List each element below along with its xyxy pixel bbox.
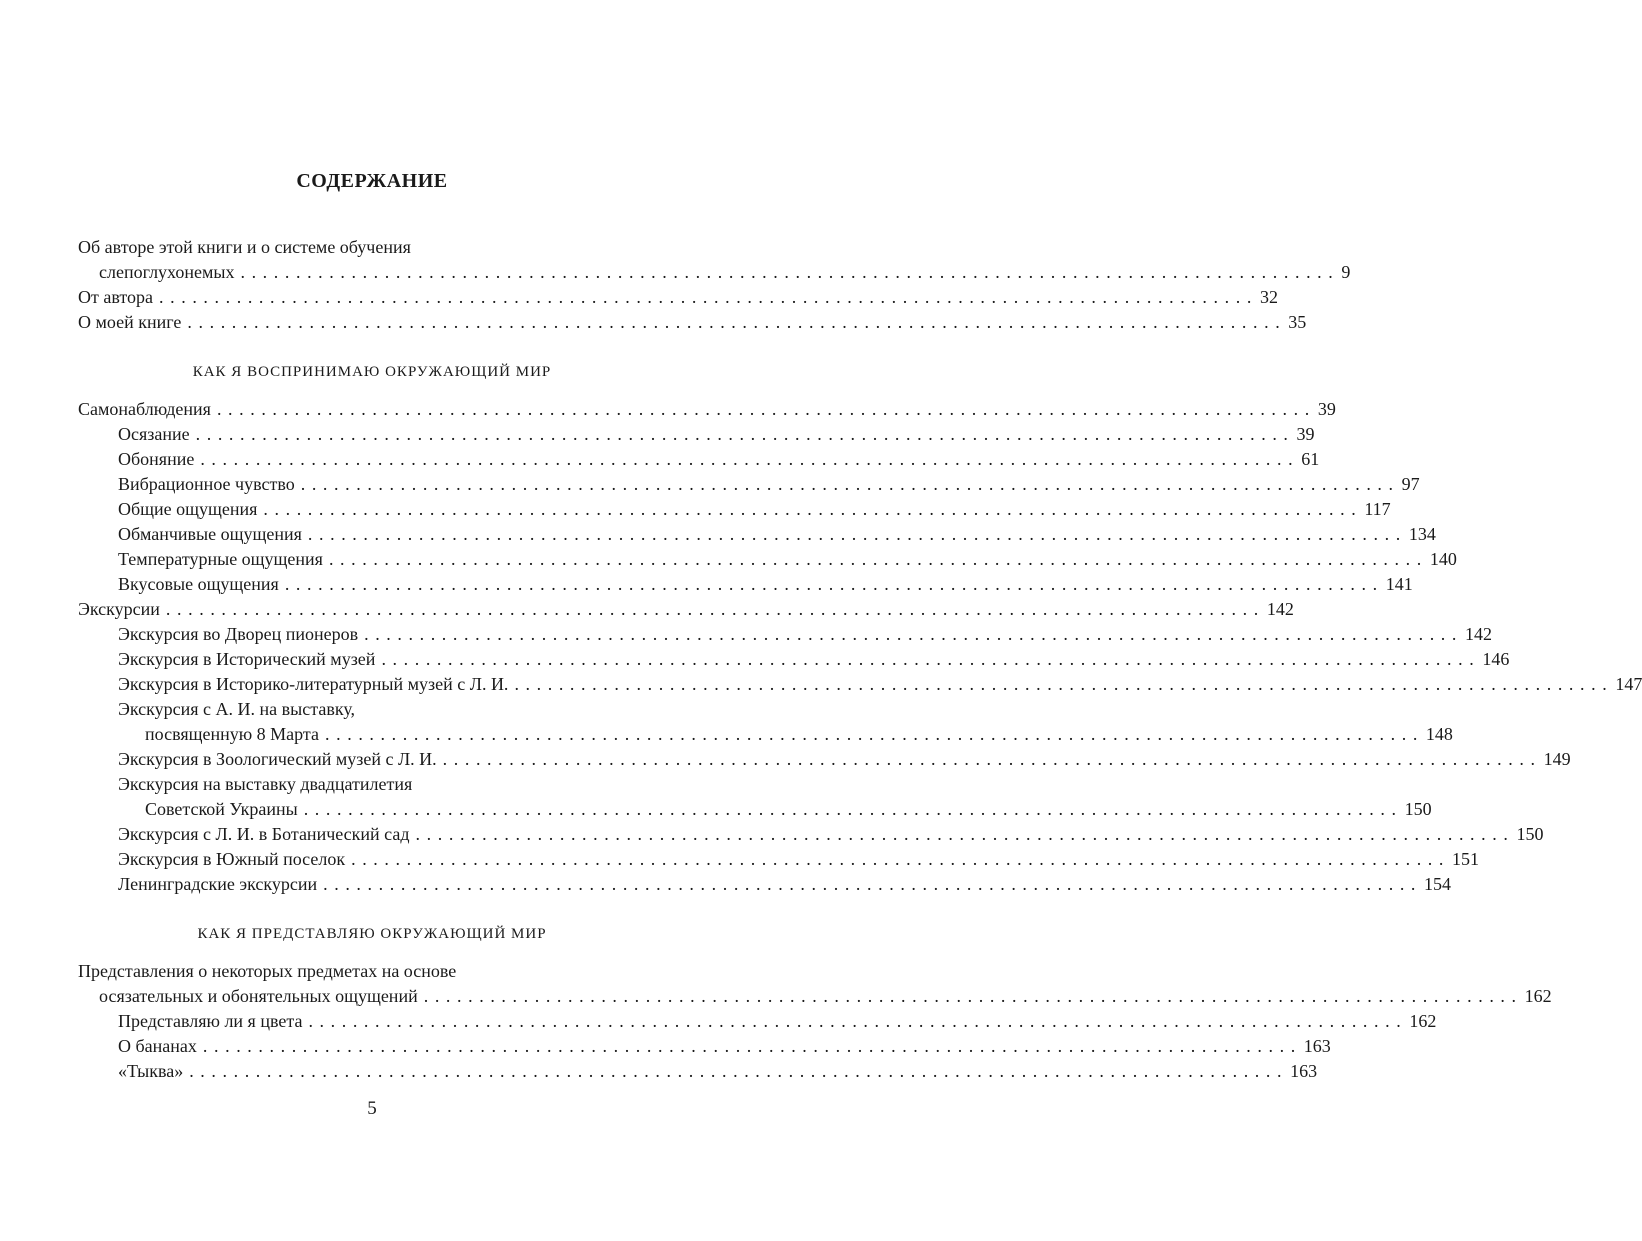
toc-entry-exc-leningrad[interactable] <box>118 872 1452 897</box>
toc-entry-exc-historical-museum[interactable] <box>118 647 1510 672</box>
leader-dots: ................................................................................................... <box>159 287 1258 307</box>
toc-entry-title: От автора <box>78 287 154 307</box>
toc-entry-exc-march8-line1: Экскурсия с А. И. на выставку, <box>118 699 356 719</box>
leader-dots: ................................................................................................... <box>381 649 1481 669</box>
toc-page-number: 140 <box>1429 549 1457 569</box>
toc-page-number: 9 <box>1341 262 1351 282</box>
toc-entry-pumpkin[interactable] <box>118 1059 1318 1084</box>
toc-entry-title: Осязание <box>118 424 190 444</box>
leader-dots: ................................................................................................... <box>307 524 1407 544</box>
toc-entry-title: Экскурсия в Историко-литературный музей с Л. И. <box>118 674 509 694</box>
toc-entry-vibration[interactable] <box>118 472 1420 497</box>
toc-entry-exc-southern-village[interactable] <box>118 847 1479 872</box>
leader-dots: ................................................................................................... <box>415 824 1515 844</box>
page-number: 5 <box>367 1098 377 1119</box>
toc-entry-excursions[interactable] <box>78 597 1294 622</box>
toc-entry-title: слепоглухонемых <box>99 262 235 282</box>
toc-entry-taste-sensations[interactable] <box>118 572 1413 597</box>
leader-dots: ................................................................................................... <box>300 474 1400 494</box>
toc-entry-title: О бананах <box>118 1036 197 1056</box>
leader-dots: ................................................................................................... <box>240 262 1340 282</box>
section-heading-perceive: КАК Я ВОСПРИНИМАЮ ОКРУЖАЮЩИЙ МИР <box>192 364 552 380</box>
toc-page-number: 142 <box>1465 624 1493 644</box>
toc-entry-exc-pioneers[interactable] <box>118 622 1493 647</box>
toc-entry-bananas[interactable] <box>118 1034 1331 1059</box>
leader-dots: ................................................................................................... <box>328 549 1428 569</box>
toc-entry-title: Представляю ли я цвета <box>118 1011 303 1031</box>
leader-dots: ................................................................................................... <box>351 849 1450 869</box>
toc-page-number: 163 <box>1303 1036 1331 1056</box>
leader-dots: ................................................................................................... <box>442 749 1542 769</box>
toc-entry-title: Общие ощущения <box>118 499 258 519</box>
toc-entry-title: Экскурсии <box>78 599 160 619</box>
toc-entry-general-sensations[interactable] <box>118 497 1391 522</box>
toc-page-number: 162 <box>1409 1011 1437 1031</box>
toc-page-number: 146 <box>1482 649 1510 669</box>
toc-entry-title: Экскурсия в Исторический музей <box>118 649 376 669</box>
toc-page-number: 150 <box>1404 799 1432 819</box>
toc-page-number: 147 <box>1615 674 1642 694</box>
toc-entry-from-author[interactable] <box>78 285 1278 310</box>
toc-page-number: 35 <box>1288 312 1307 332</box>
toc-page-number: 162 <box>1524 986 1552 1006</box>
toc-entry-title: Самонаблюдения <box>78 399 211 419</box>
toc-page-number: 154 <box>1424 874 1452 894</box>
toc-page-number: 141 <box>1385 574 1413 594</box>
toc-entry-title: Температурные ощущения <box>118 549 323 569</box>
toc-entry-representations[interactable] <box>99 984 1552 1009</box>
toc-page-number: 134 <box>1408 524 1436 544</box>
leader-dots: ................................................................................................... <box>165 599 1265 619</box>
toc-page-number: 97 <box>1401 474 1420 494</box>
toc-page-number: 163 <box>1290 1061 1318 1081</box>
toc-entry-exc-literary-museum[interactable] <box>118 672 1642 697</box>
leader-dots: ................................................................................................... <box>263 499 1363 519</box>
leader-dots: ................................................................................................... <box>189 1061 1289 1081</box>
toc-page-number: 39 <box>1296 424 1315 444</box>
toc-entry-touch[interactable] <box>118 422 1315 447</box>
toc-entry-title: О моей книге <box>78 312 182 332</box>
toc-entry-title: Экскурсия в Зоологический музей с Л. И. <box>118 749 437 769</box>
leader-dots: ................................................................................................... <box>187 312 1287 332</box>
toc-entry-title: Экскурсия во Дворец пионеров <box>118 624 359 644</box>
toc-entry-exc-botanical-garden[interactable] <box>118 822 1544 847</box>
toc-entry-deceptive-sensations[interactable] <box>118 522 1436 547</box>
toc-entry-title: осязательных и обонятельных ощущений <box>99 986 418 1006</box>
toc-entry-title: Советской Украины <box>145 799 298 819</box>
leader-dots: ................................................................................................... <box>200 449 1300 469</box>
toc-entry-temperature-sensations[interactable] <box>118 547 1457 572</box>
toc-entry-title: Обманчивые ощущения <box>118 524 302 544</box>
toc-entry-exc-zoological-museum[interactable] <box>118 747 1571 772</box>
toc-entry-smell[interactable] <box>118 447 1320 472</box>
leader-dots: ................................................................................................... <box>216 399 1316 419</box>
toc-entry-title: посвященную 8 Марта <box>145 724 320 744</box>
toc-page-number: 142 <box>1266 599 1294 619</box>
leader-dots: ................................................................................................... <box>323 874 1423 894</box>
toc-entry-title: Обоняние <box>118 449 195 469</box>
toc-entry-colors[interactable] <box>118 1009 1437 1034</box>
toc-page-number: 117 <box>1364 499 1391 519</box>
toc-entry-exc-ukraine-line1: Экскурсия на выставку двадцатилетия <box>118 774 413 794</box>
leader-dots: ................................................................................................... <box>325 724 1424 744</box>
toc-entry-my-book[interactable] <box>78 310 1307 335</box>
leader-dots: ................................................................................................... <box>303 799 1403 819</box>
toc-entry-title: Экскурсия в Южный поселок <box>118 849 346 869</box>
toc-entry-title: Вибрационное чувство <box>118 474 295 494</box>
toc-entry-self-observation[interactable] <box>78 397 1336 422</box>
toc-entry-title: Ленинградские экскурсии <box>118 874 318 894</box>
leader-dots: ................................................................................................... <box>308 1011 1408 1031</box>
toc-page-number: 61 <box>1301 449 1320 469</box>
section-heading-imagine: КАК Я ПРЕДСТАВЛЯЮ ОКРУЖАЮЩИЙ МИР <box>197 926 547 942</box>
toc-entry-title: «Тыква» <box>118 1061 184 1081</box>
toc-entry-about-author-line1: Об авторе этой книги и о системе обучения <box>78 237 411 257</box>
toc-page-number: 150 <box>1516 824 1544 844</box>
leader-dots: ................................................................................................... <box>202 1036 1302 1056</box>
toc-entry-exc-ukraine[interactable] <box>145 797 1432 822</box>
toc-page-number: 148 <box>1425 724 1453 744</box>
toc-entry-exc-march8[interactable] <box>145 722 1453 747</box>
toc-page-number: 149 <box>1543 749 1571 769</box>
leader-dots: ................................................................................................... <box>364 624 1464 644</box>
leader-dots: ................................................................................................... <box>284 574 1384 594</box>
contents-title: СОДЕРЖАНИЕ <box>296 170 448 192</box>
leader-dots: ................................................................................................... <box>514 674 1614 694</box>
toc-entry-representations-line1: Представления о некоторых предметах на основе <box>78 961 457 981</box>
toc-entry-about-author[interactable] <box>99 260 1351 285</box>
toc-page-number: 151 <box>1452 849 1479 869</box>
toc-entry-title: Экскурсия с Л. И. в Ботанический сад <box>118 824 410 844</box>
leader-dots: ................................................................................................... <box>195 424 1295 444</box>
toc-entry-title: Вкусовые ощущения <box>118 574 279 594</box>
leader-dots: ................................................................................................... <box>423 986 1523 1006</box>
toc-page-number: 32 <box>1259 287 1278 307</box>
toc-page-number: 39 <box>1317 399 1336 419</box>
